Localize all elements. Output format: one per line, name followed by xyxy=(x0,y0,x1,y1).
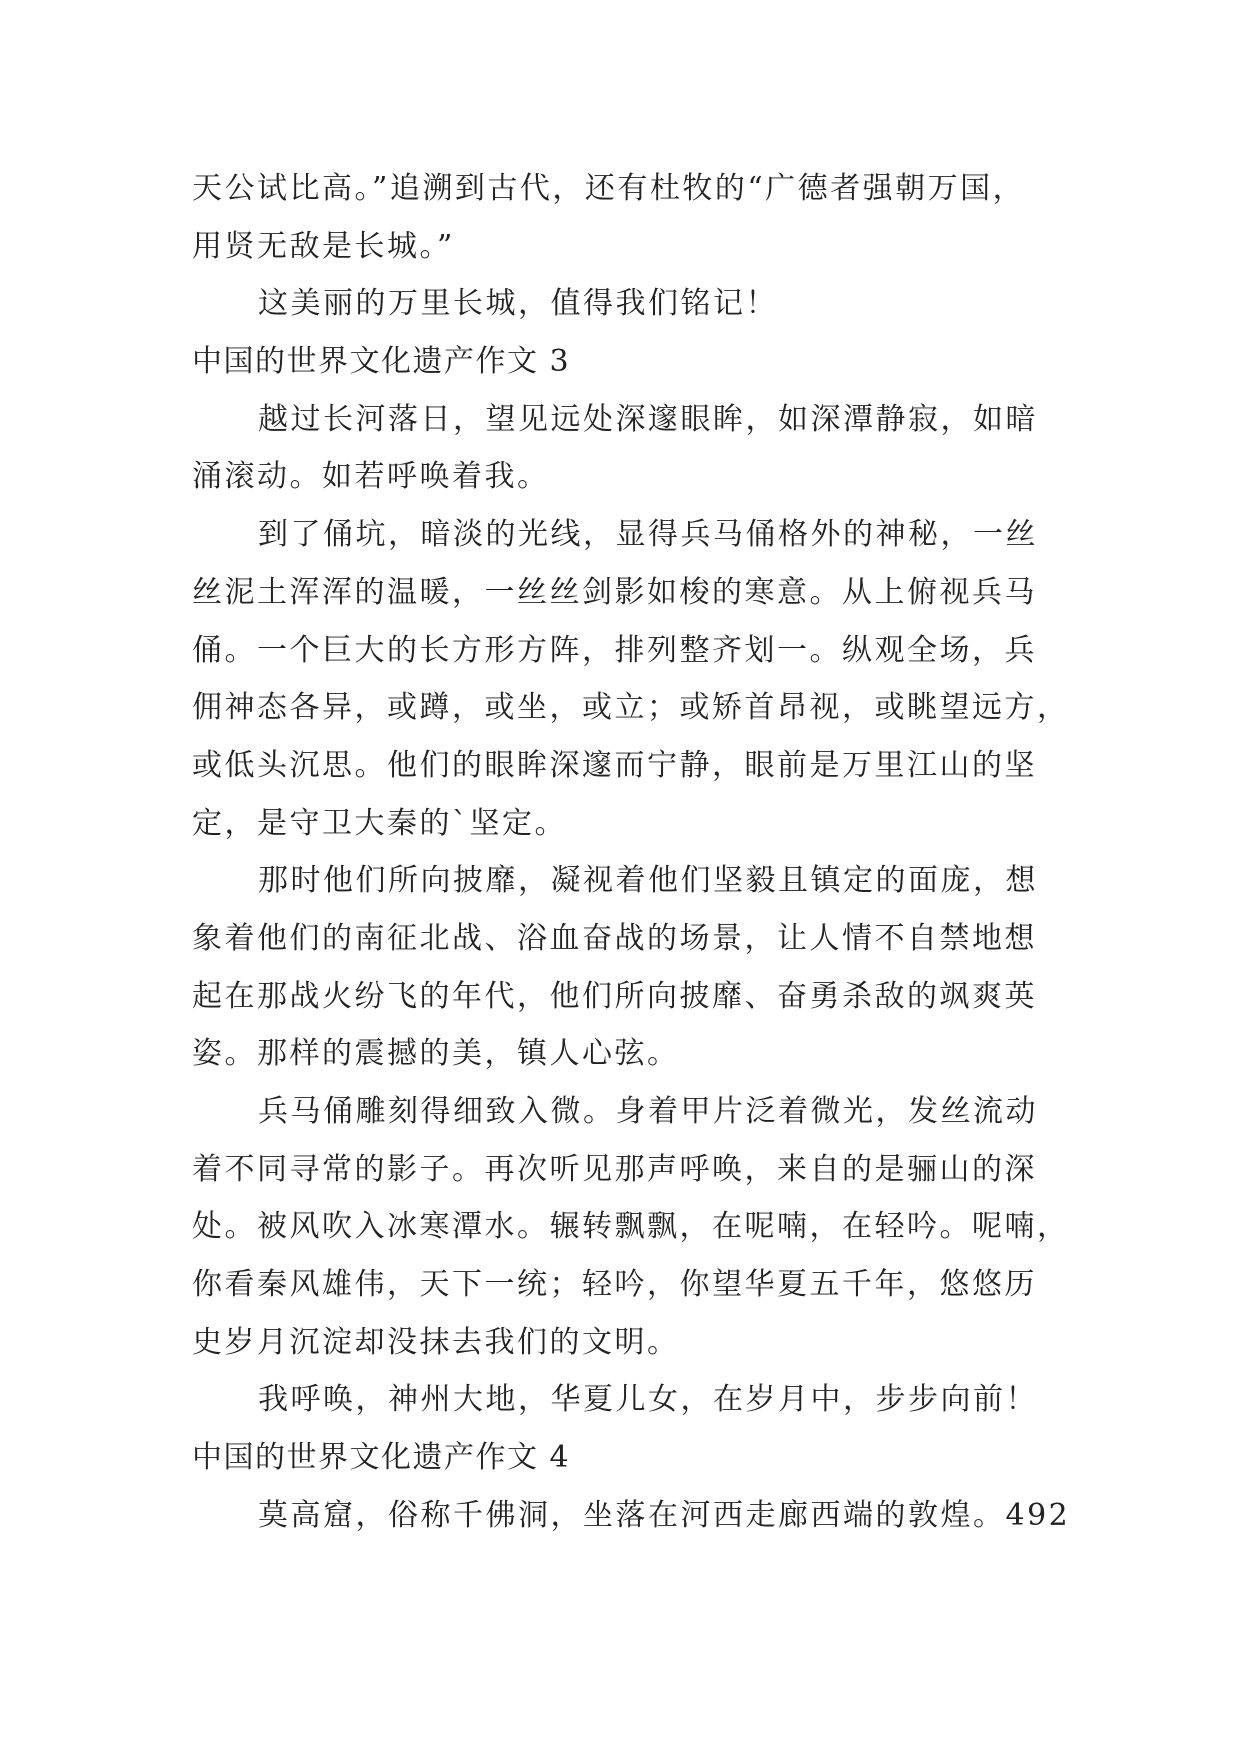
paragraph-line: 天公试比高。”追溯到古代，还有杜牧的“广德者强朝万国， xyxy=(192,171,1026,206)
paragraph-line: 那时他们所向披靡，凝视着他们坚毅且镇定的面庞，想 xyxy=(258,863,1038,899)
paragraph-line: 处。被风吹入冰寒潭水。辗转飘飘，在呢喃，在轻吟。呢喃， xyxy=(192,1209,1070,1245)
paragraph-line: 我呼唤，神州大地，华夏儿女，在岁月中，步步向前！ xyxy=(258,1382,1038,1418)
paragraph-line: 或低头沉思。他们的眼眸深邃而宁静，眼前是万里江山的坚 xyxy=(192,747,1037,783)
paragraph-line: 着不同寻常的影子。再次听见那声呼唤，来自的是骊山的深 xyxy=(192,1151,1037,1187)
section-heading: 中国的世界文化遗产作文 3 xyxy=(192,344,571,380)
paragraph-line: 涌滚动。如若呼唤着我。 xyxy=(192,459,550,495)
paragraph-line: 兵马俑雕刻得细致入微。身着甲片泛着微光，发丝流动 xyxy=(258,1094,1038,1129)
paragraph-line: 起在那战火纷飞的年代，他们所向披靡、奋勇杀敌的飒爽英 xyxy=(192,978,1037,1014)
paragraph-line: 象着他们的南征北战、浴血奋战的场景，让人情不自禁地想 xyxy=(192,920,1037,956)
paragraph-line: 你看秦风雄伟，天下一统；轻吟，你望华夏五千年，悠悠历 xyxy=(192,1267,1037,1303)
paragraph-line: 佣神态各异，或蹲，或坐，或立；或矫首昂视，或眺望远方， xyxy=(192,690,1070,726)
paragraph-line: 史岁月沉淀却没抹去我们的文明。 xyxy=(192,1324,680,1360)
paragraph-line: 定，是守卫大秦的`坚定。 xyxy=(192,805,567,841)
paragraph-line: 越过长河落日，望见远处深邃眼眸，如深潭静寂，如暗 xyxy=(258,401,1038,437)
paragraph-line: 丝泥土浑浑的温暖，一丝丝剑影如梭的寒意。从上俯视兵马 xyxy=(192,574,1037,610)
paragraph-line: 姿。那样的震撼的美，镇人心弦。 xyxy=(192,1036,680,1072)
document-body xyxy=(192,160,1071,1545)
paragraph-line: 到了俑坑，暗淡的光线，显得兵马俑格外的神秘，一丝 xyxy=(258,517,1038,553)
paragraph-line: 这美丽的万里长城，值得我们铭记！ xyxy=(258,286,778,322)
paragraph-line: 俑。一个巨大的长方形方阵，排列整齐划一。纵观全场，兵 xyxy=(192,632,1037,668)
paragraph-line: 莫高窟，俗称千佛洞，坐落在河西走廊西端的敦煌。492 xyxy=(258,1497,1071,1533)
paragraph-line: 用贤无敌是长城。” xyxy=(192,228,455,264)
section-heading: 中国的世界文化遗产作文 4 xyxy=(192,1440,571,1476)
